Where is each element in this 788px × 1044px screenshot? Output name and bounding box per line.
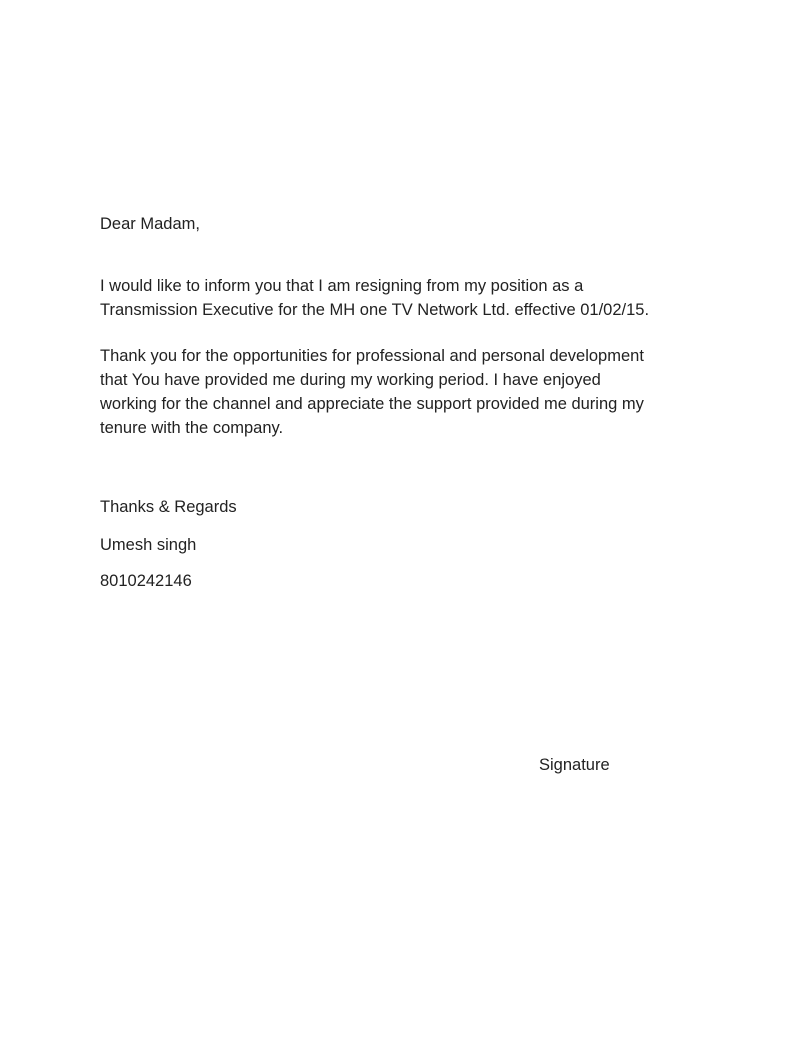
paragraph-thanks xyxy=(100,344,700,440)
paragraph-line: that You have provided me during my working period. I have enjoyed xyxy=(100,371,601,389)
signature-label: Signature xyxy=(539,756,610,774)
paragraph-line: Thank you for the opportunities for professional and personal development xyxy=(100,347,644,365)
paragraph-line: working for the channel and appreciate the support provided me during my xyxy=(100,395,644,413)
paragraph-line: I would like to inform you that I am resigning from my position as a xyxy=(100,277,584,295)
paragraph-resignation xyxy=(100,274,700,322)
sender-phone: 8010242146 xyxy=(100,572,192,590)
salutation: Dear Madam, xyxy=(100,215,200,233)
paragraph-line: tenure with the company. xyxy=(100,419,284,437)
sender-name: Umesh singh xyxy=(100,536,197,554)
paragraph-line: Transmission Executive for the MH one TV Network Ltd. effective 01/02/15. xyxy=(100,301,650,319)
closing: Thanks & Regards xyxy=(100,498,237,516)
